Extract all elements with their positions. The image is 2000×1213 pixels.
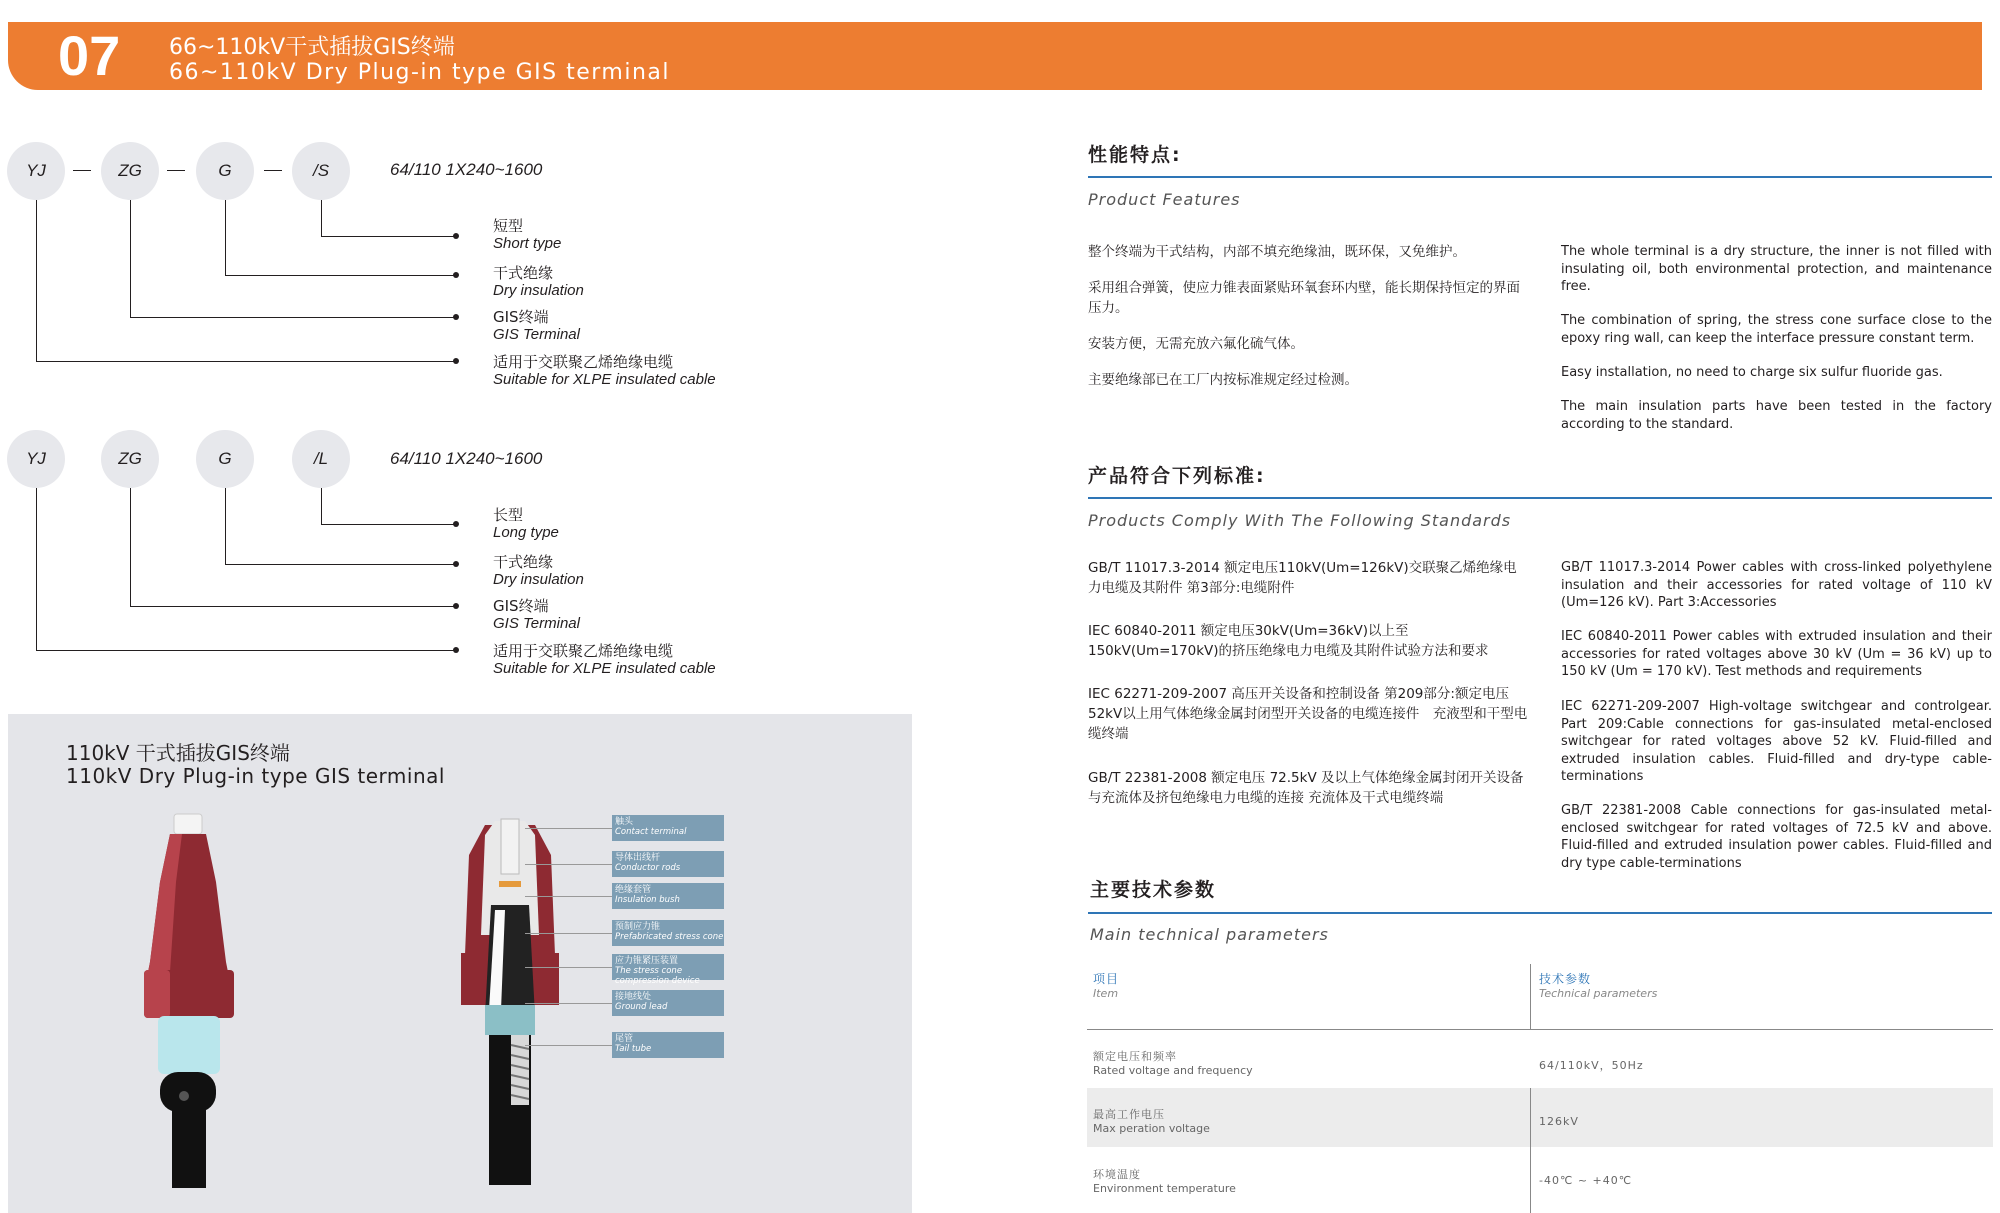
callout-label: 应力锥紧压装置 The stress cone compression device <box>612 954 724 980</box>
code-label: GIS终端 GIS Terminal <box>493 308 580 343</box>
code-circle: ZG <box>101 430 159 488</box>
callout-label: 尾管 Tail tube <box>612 1032 724 1058</box>
feature-en: Easy installation, no need to charge six sulfur fluoride gas. <box>1561 365 1943 380</box>
section-number: 07 <box>58 24 121 87</box>
code-circle: YJ <box>7 430 65 488</box>
callout-label: 绝缘套管 Insulation bush <box>612 883 724 909</box>
params-heading-en: Main technical parameters <box>1090 925 1329 944</box>
code-label: 适用于交联聚乙烯绝缘电缆 Suitable for XLPE insulated cable <box>493 642 716 677</box>
feature-cn: 采用组合弹簧，使应力锥表面紧贴环氧套环内壁，能长期保持恒定的界面压力。 <box>1088 280 1520 316</box>
callout-label: 导体出线杆 Conductor rods <box>612 851 724 877</box>
page-title-cn: 66~110kV干式插拔GIS终端 <box>169 35 455 60</box>
code-label: 长型 Long type <box>493 506 559 541</box>
code-circle: YJ <box>7 142 65 200</box>
divider <box>1088 176 1992 178</box>
standard-cn: IEC 62271-209-2007 高压开关设备和控制设备 第209部分:额定电压52kV以上用气体绝缘金属封闭型开关设备的电缆连接件 充液型和干型电缆终端 <box>1088 686 1528 742</box>
callout-label: 预制应力锥 Prefabricated stress cone <box>612 920 724 946</box>
params-table <box>1087 964 1993 1213</box>
code-circle: G <box>196 430 254 488</box>
code-label: 短型 Short type <box>493 217 562 252</box>
dash <box>264 170 282 171</box>
table-col-value: 技术参数 Technical parameters <box>1539 972 1658 1000</box>
product-title-cn: 110kV 干式插拔GIS终端 <box>66 741 290 765</box>
code-circle: /L <box>292 430 350 488</box>
standard-en: IEC 60840-2011 Power cables with extruded insulation and their accessories for rated voltages above 30 kV (Um = 36 kV) up to 150 kV (Um = 170 kV). Test methods and requirements <box>1561 629 1992 679</box>
features-heading-cn: 性能特点: <box>1088 144 1182 166</box>
code-label: 适用于交联聚乙烯绝缘电缆 Suitable for XLPE insulated cable <box>493 353 716 388</box>
code-circle: G <box>196 142 254 200</box>
table-cell-value: 126kV <box>1539 1115 1579 1128</box>
feature-en: The whole terminal is a dry structure, the inner is not filled with insulating oil, both environmental protection, and maintenance free. <box>1561 244 1992 294</box>
standards-heading-en: Products Comply With The Following Standards <box>1088 511 1512 530</box>
divider <box>1088 912 1992 914</box>
params-heading-cn: 主要技术参数 <box>1090 879 1217 901</box>
callout-label: 接地线处 Ground lead <box>612 990 724 1016</box>
product-title-en: 110kV Dry Plug-in type GIS terminal <box>66 764 445 788</box>
divider <box>1088 497 1992 499</box>
feature-cn: 整个终端为干式结构，内部不填充绝缘油，既环保，又免维护。 <box>1088 244 1466 260</box>
model-spec: 64/110 1X240~1600 <box>390 449 543 468</box>
table-cell-value: 64/110kV，50Hz <box>1539 1059 1644 1072</box>
feature-cn: 主要绝缘部已在工厂内按标准规定经过检测。 <box>1088 372 1358 388</box>
standard-en: GB/T 22381-2008 Cable connections for gas-insulated metal-enclosed switchgear for rated voltages of 72.5 kV and above. Fluid-filled and extruded insulation power cables. Fluid-filled and dry type cable-terminations <box>1561 803 1992 871</box>
code-circle: ZG <box>101 142 159 200</box>
standards-heading-cn: 产品符合下列标准: <box>1088 465 1266 487</box>
table-cell-item: 额定电压和频率 Rated voltage and frequency <box>1093 1050 1253 1077</box>
code-label: 干式绝缘 Dry insulation <box>493 553 584 588</box>
standard-en: GB/T 11017.3-2014 Power cables with cross-linked polyethylene insulation and their accessories for rated voltage of 110 kV (Um=126 kV). Part 3:Accessories <box>1561 560 1992 610</box>
table-cell-value: -40℃ ~ +40℃ <box>1539 1174 1633 1187</box>
standard-cn: GB/T 22381-2008 额定电压 72.5kV 及以上气体绝缘金属封闭开关设备与充流体及挤包绝缘电力电缆的连接 充流体及干式电缆终端 <box>1088 770 1524 806</box>
standard-cn: GB/T 11017.3-2014 额定电压110kV(Um=126kV)交联聚乙烯绝缘电力电缆及其附件 第3部分:电缆附件 <box>1088 560 1517 596</box>
feature-en: The combination of spring, the stress cone surface close to the epoxy ring wall, can keep the interface pressure constant term. <box>1561 313 1992 346</box>
code-circle: /S <box>292 142 350 200</box>
terminal-exterior-illustration <box>120 812 260 1192</box>
feature-cn: 安装方便，无需充放六氟化硫气体。 <box>1088 336 1304 352</box>
dash <box>73 170 91 171</box>
standard-cn: IEC 60840-2011 额定电压30kV(Um=36kV)以上至150kV(Um=170kV)的挤压绝缘电力电缆及其附件试验方法和要求 <box>1088 623 1489 659</box>
table-col-item: 项目 Item <box>1093 972 1120 1000</box>
table-row <box>1531 1088 1993 1147</box>
callout-label: 触头 Contact terminal <box>612 815 724 841</box>
model-spec: 64/110 1X240~1600 <box>390 160 543 179</box>
page-title-en: 66~110kV Dry Plug-in type GIS terminal <box>169 60 671 85</box>
dash <box>167 170 185 171</box>
table-cell-item: 最高工作电压 Max peration voltage <box>1093 1108 1210 1135</box>
terminal-cutaway-illustration <box>455 815 565 1205</box>
code-label: 干式绝缘 Dry insulation <box>493 264 584 299</box>
code-label: GIS终端 GIS Terminal <box>493 597 580 632</box>
feature-en: The main insulation parts have been tested in the factory according to the standard. <box>1561 399 1992 432</box>
standard-en: IEC 62271-209-2007 High-voltage switchgear and controlgear. Part 209:Cable connections for gas-insulated metal-enclosed switchgear for rated voltages above 52 kV. Fluid-filled and extruded insulation cables. Fluid-filled and dry-type cable-terminations <box>1561 699 1992 784</box>
table-cell-item: 环境温度 Environment temperature <box>1093 1168 1236 1195</box>
features-heading-en: Product Features <box>1088 190 1241 209</box>
